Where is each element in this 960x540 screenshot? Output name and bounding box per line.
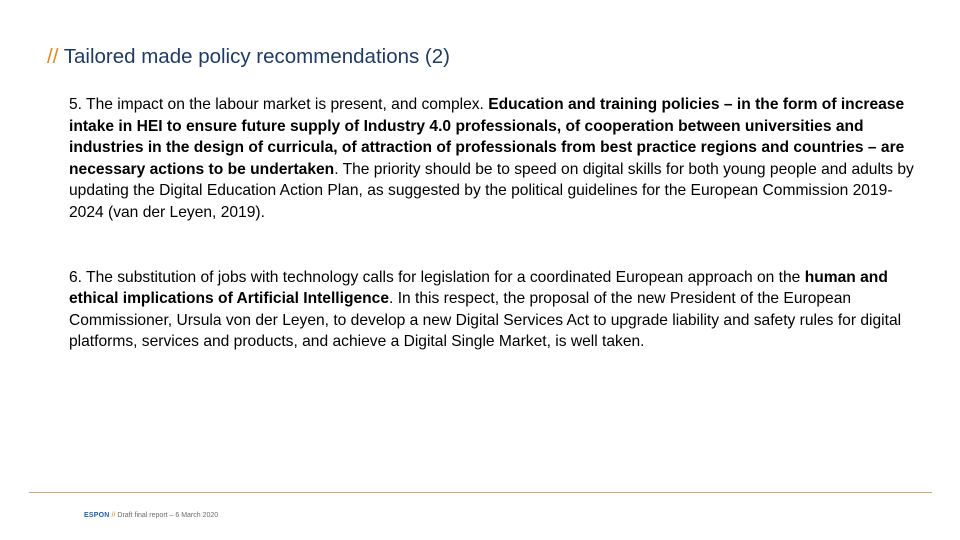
paragraph-5-intro: 5. The impact on the labour market is present, and complex. [69, 96, 489, 113]
paragraph-6 [69, 267, 919, 353]
paragraph-6-intro: 6. The substitution of jobs with technology calls for legislation for a coordinated European approach on the [69, 268, 805, 286]
footer-divider [29, 492, 932, 493]
paragraph-5-emphasis: Education and training policies – in the form of increase intake in HEI to ensure future supply of Industry 4.0 professionals, of cooperation between universities and industries in the design of curricula, of attraction of professionals from best practice regions and countries – are necessary actions to be undertaken [69, 96, 905, 178]
title-prefix: // [47, 45, 59, 68]
footer-separator: // [111, 512, 116, 519]
paragraph-6-emphasis: human and ethical implications of Artificial Intelligence [69, 268, 888, 308]
footer-text: Draft final report – 6 March 2020 [117, 512, 219, 519]
title-text: Tailored made policy recommendations (2) [63, 45, 450, 68]
slide-title [47, 45, 450, 69]
footer [84, 512, 218, 519]
slide-body [69, 94, 919, 353]
espon-logo: ESPON [84, 512, 110, 519]
paragraph-6-rest: . In this respect, the proposal of the new President of the European Commissioner, Ursula von der Leyen, to develop a new Digital Services Act to upgrade liability and safety rules for digital platforms, services and products, and achieve a Digital Single Market, is well taken. [69, 290, 902, 351]
paragraph-5 [69, 94, 919, 224]
paragraph-5-rest: . The priority should be to speed on digital skills for both young people and adults by updating the Digital Education Action Plan, as suggested by the political guidelines for the European Commission 2019-2024 (van der Leyen, 2019). [69, 160, 914, 221]
